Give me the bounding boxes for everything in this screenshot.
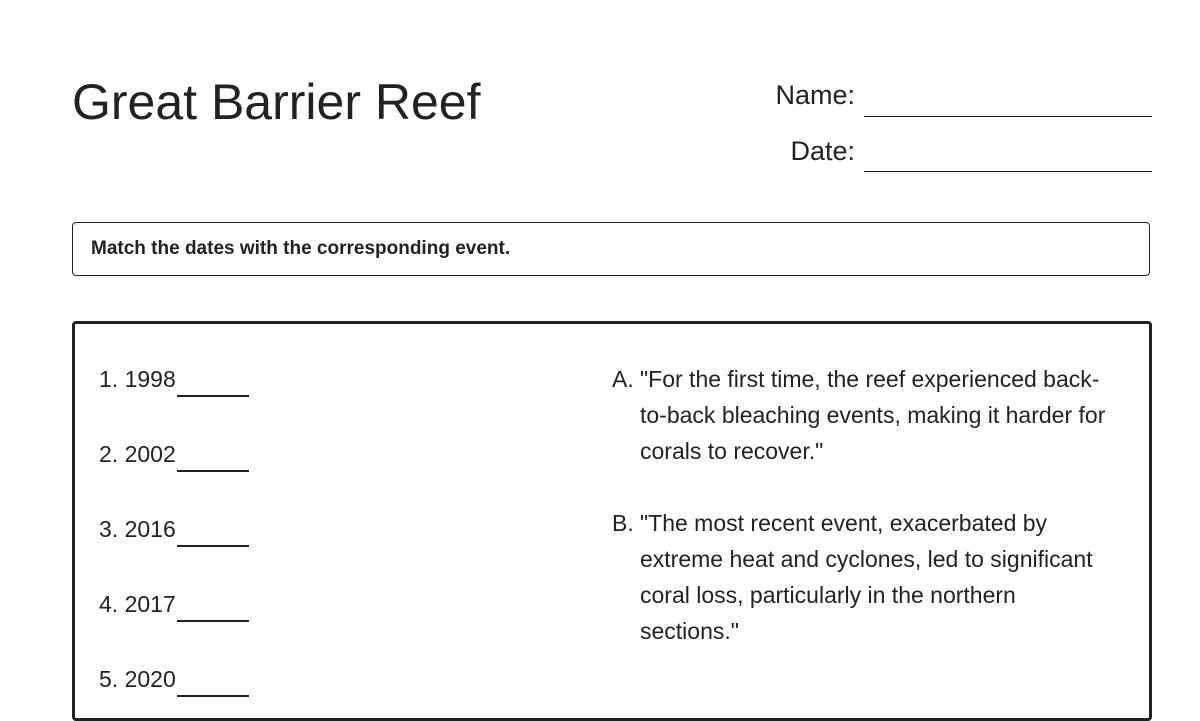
worksheet-title: Great Barrier Reef xyxy=(72,74,481,130)
event-item xyxy=(612,361,1112,469)
date-year: 2016 xyxy=(124,516,176,542)
date-number: 4. xyxy=(99,591,119,617)
date-label: Date: xyxy=(790,136,855,166)
event-letter: A. xyxy=(612,366,634,392)
date-item xyxy=(99,439,249,472)
date-item xyxy=(99,514,249,547)
event-text: "For the first time, the reef experienced back-to-back bleaching events, making it harder for corals to recover." xyxy=(640,366,1106,464)
event-text: "The most recent event, exacerbated by extreme heat and cyclones, led to significant coral loss, particularly in the northern sections." xyxy=(640,510,1093,644)
name-label: Name: xyxy=(775,80,855,110)
instructions-box xyxy=(72,222,1150,276)
date-number: 2. xyxy=(99,441,119,467)
matching-exercise xyxy=(72,321,1152,721)
date-field[interactable] xyxy=(864,171,1152,172)
answer-blank[interactable] xyxy=(177,620,249,622)
name-field[interactable] xyxy=(864,116,1152,117)
answer-blank[interactable] xyxy=(177,470,249,472)
date-item xyxy=(99,589,249,622)
date-number: 3. xyxy=(99,516,119,542)
instructions-text: Match the dates with the corresponding event. xyxy=(91,238,511,259)
date-year: 2020 xyxy=(124,666,176,692)
event-letter: B. xyxy=(612,510,634,536)
date-year: 2017 xyxy=(124,591,176,617)
answer-blank[interactable] xyxy=(177,395,249,397)
date-year: 1998 xyxy=(124,366,176,392)
date-number: 1. xyxy=(99,366,119,392)
date-item xyxy=(99,364,249,397)
answer-blank[interactable] xyxy=(177,545,249,547)
event-item xyxy=(612,505,1112,649)
date-year: 2002 xyxy=(124,441,176,467)
date-number: 5. xyxy=(99,666,119,692)
answer-blank[interactable] xyxy=(177,695,249,697)
date-item xyxy=(99,664,249,697)
